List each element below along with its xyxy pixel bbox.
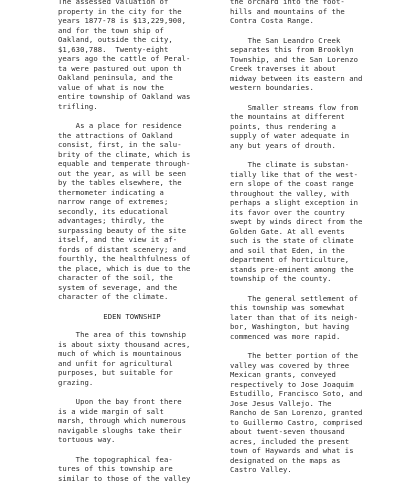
mexican-grants-paragraph: The better portion of the valley was covered by three Mexican grants, conveyed respectively to Jose Joaquim Estudillo, Francisco Soto, and Jose Jesus Vallejo. The Rancho de San Lorenzo, granted to Guillermo Castro, comprised about twent-seven thousand acres, included the present town of Haywards and what is designated on the maps as Castro Valley. xyxy=(230,351,363,474)
orchard-paragraph: the orchard into the foot- hills and mountains of the Contra Costa Range. xyxy=(230,0,345,25)
settlement-paragraph: The general settlement of this township was somewhat later than that of its neigh- bor, Washington, but having commenced was more rapid. xyxy=(230,293,359,341)
creek-paragraph: The San Leandro Creek separates this from Brooklyn Township, and the San Lorenzo Creek traverses it about midway between its eastern and western boundaries. xyxy=(230,35,363,92)
climate-paragraph: The climate is substan- tially like that of the west- ern slope of the coast range throughout the valley, with perhaps a slight exception in its favor over the country swept by winds direct from the Golden Gate. At all events such is the state of climate and soil that Eden, in the department of horticulture, stands pre-eminent among the township of the county. xyxy=(230,160,363,283)
topography-paragraph: The topographical fea- tures of this township are similar to those of the valley xyxy=(58,454,191,483)
left-text-column xyxy=(58,0,206,493)
streams-paragraph: Smaller streams flow from the mountains at different points, thus rendering a supply of water adequate in any but years of drouth. xyxy=(230,102,359,150)
eden-township-heading: EDEN TOWNSHIP xyxy=(103,311,161,321)
valuation-paragraph: The assessed valuation of property in the city for the years 1877-78 is $13,229,900, and for the town ship of Oakland, outside the city, $1,630,788. Twenty-eight years ago the cattle of Peral- ta were pastured out upon th Oakland peninsula, and the value of what is now the entire township of Oakland was trifling. xyxy=(58,0,191,111)
right-text-column xyxy=(230,0,380,485)
residence-paragraph: As a place for residence the attractions of Oakland consist, first, in the salu- brity of the climate, which is equable and temperate through- out the year, as will be seen by the tables elsewhere, the thermometer indicating a narrow range of extremes; secondly, its educational advantages; thirdly, the surpassing beauty of the site itself, and the view it af- fords of distant scenery; and fourthly, the healthfulness of the place, which is due to the character of the soil, the system of severage, and the character of the climate. xyxy=(58,121,191,301)
area-paragraph: The area of this township is about sixty thousand acres, much of which is mountainous and unfit for agricultural purposes, but suitable for grazing. xyxy=(58,330,191,387)
bay-front-paragraph: Upon the bay front there is a wide margin of salt marsh, through which numerous navigable sloughs take their tortuous way. xyxy=(58,397,187,444)
